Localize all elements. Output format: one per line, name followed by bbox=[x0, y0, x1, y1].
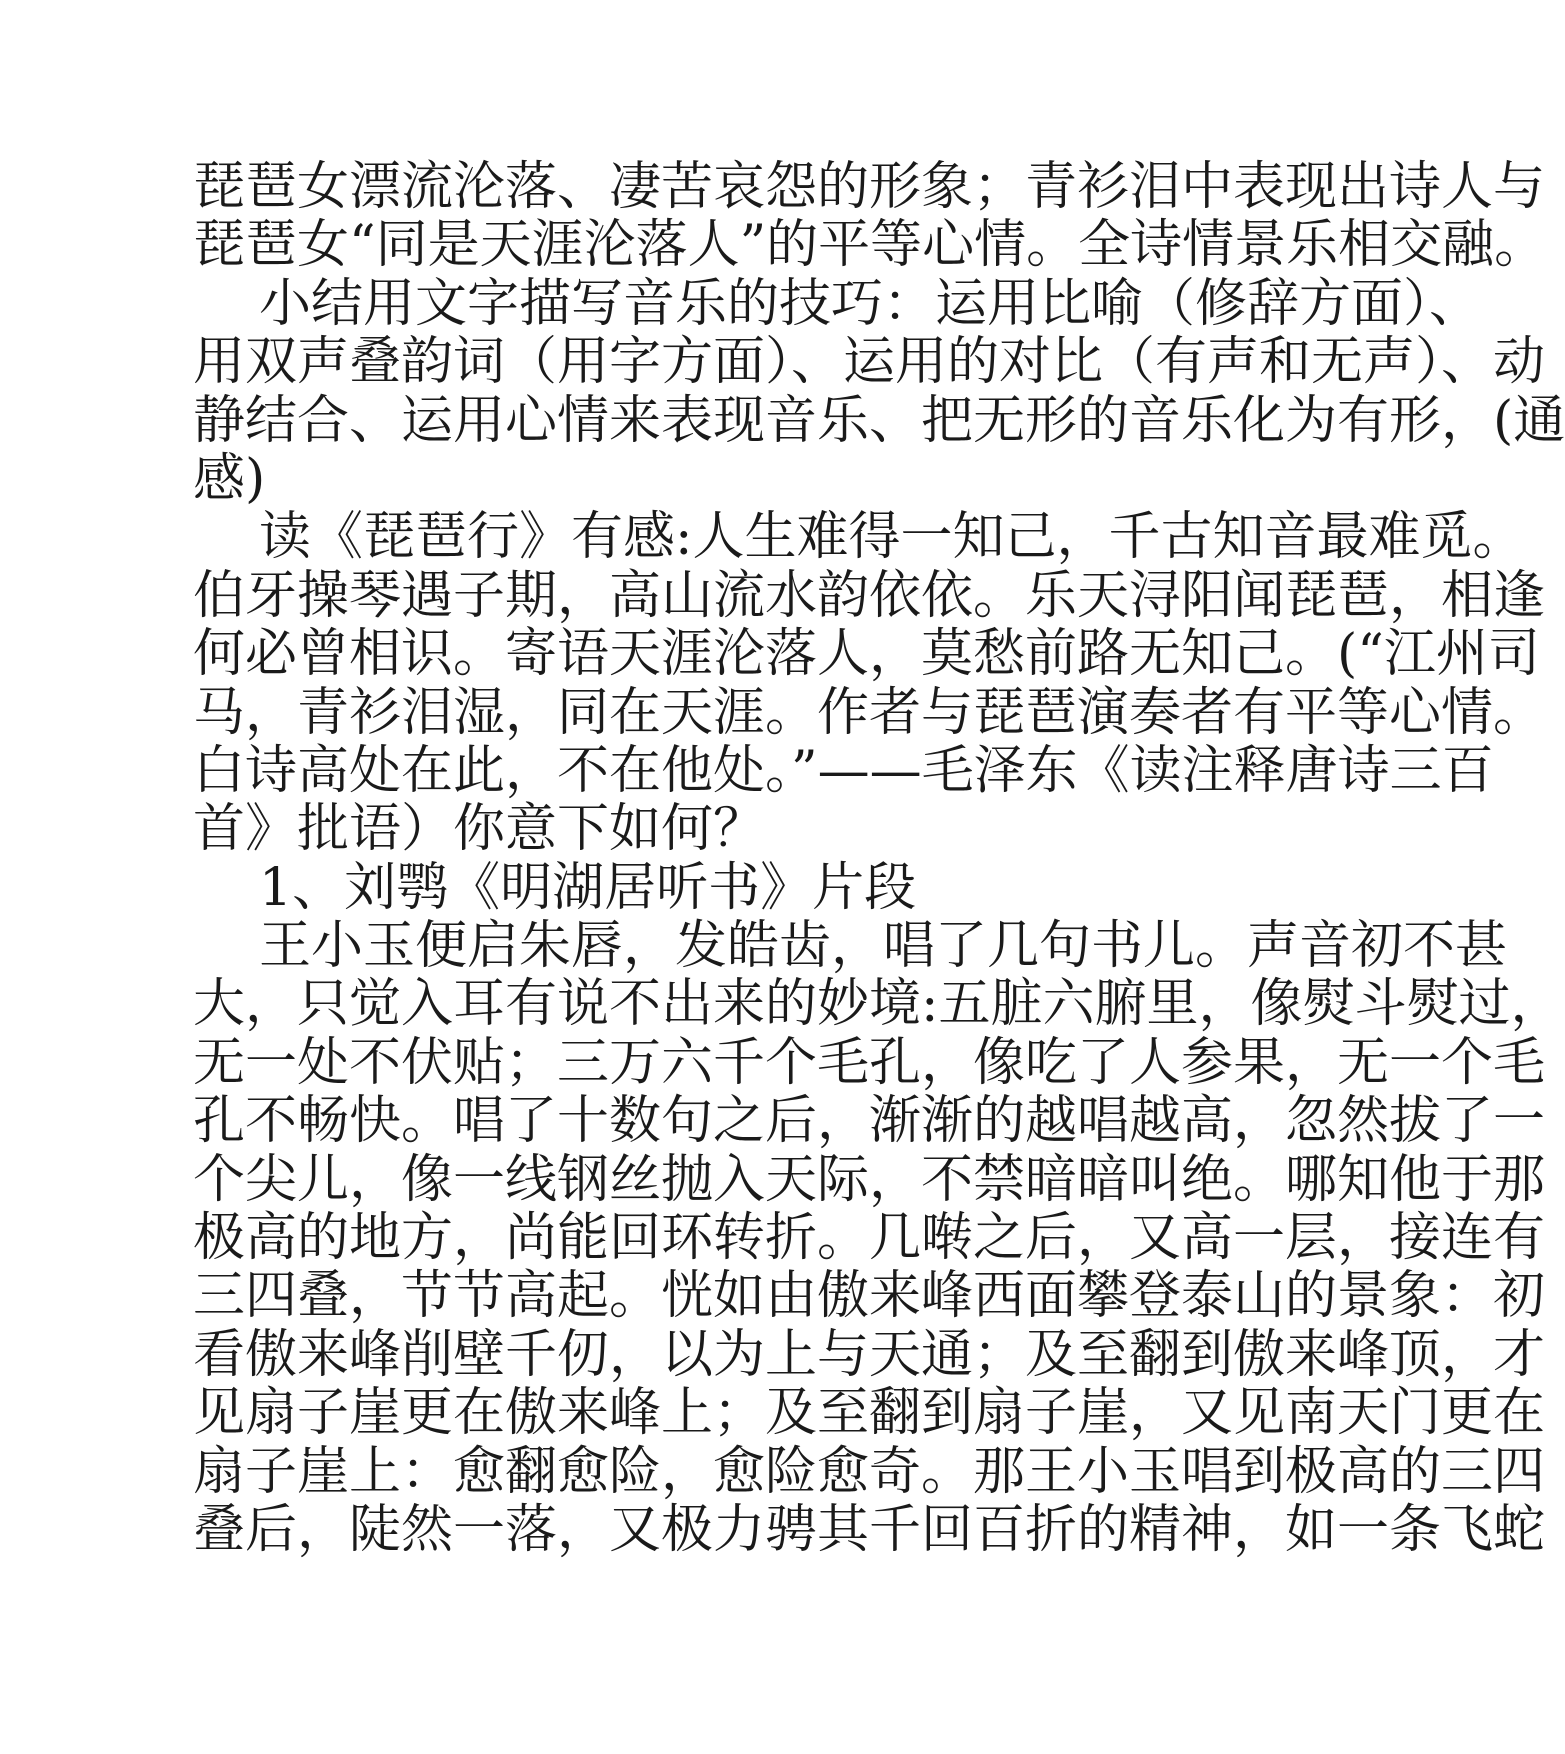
body-text bbox=[193, 157, 1565, 1560]
text-line: 静结合、运用心情来表现音乐、把无形的音乐化为有形，(通 bbox=[193, 390, 1565, 451]
text-line: 琵琶女“同是天涯沦落人”的平等心情。全诗情景乐相交融。 bbox=[193, 215, 1547, 276]
text-line: 感) bbox=[193, 448, 266, 509]
text-line: 大，只觉入耳有说不出来的妙境:五脏六腑里，像熨斗熨过， bbox=[193, 974, 1563, 1035]
text-line: 伯牙操琴遇子期，高山流水韵依依。乐天浔阳闻琵琶，相逢 bbox=[193, 565, 1546, 626]
text-line: 首》批语）你意下如何？ bbox=[193, 799, 766, 860]
section-heading: 1、刘鹗《明湖居听书》片段 bbox=[259, 857, 917, 918]
text-line: 见扇子崖更在傲来峰上；及至翻到扇子崖，又见南天门更在 bbox=[193, 1383, 1546, 1444]
text-line: 孔不畅快。唱了十数句之后，渐渐的越唱越高，忽然拔了一 bbox=[193, 1091, 1546, 1152]
text-line: 何必曾相识。寄语天涯沦落人，莫愁前路无知己。(“江州司 bbox=[193, 624, 1540, 685]
paragraph-first-line: 读《琵琶行》有感:人生难得一知己，千古知音最难觅。 bbox=[259, 507, 1525, 568]
text-line: 叠后，陡然一落，又极力骋其千回百折的精神，如一条飞蛇 bbox=[193, 1499, 1546, 1560]
text-line: 用双声叠韵词（用字方面）、运用的对比（有声和无声）、动 bbox=[193, 332, 1546, 393]
text-line: 个尖儿，像一线钢丝抛入天际，不禁暗暗叫绝。哪知他于那 bbox=[193, 1149, 1546, 1210]
text-line: 三四叠，节节高起。恍如由傲来峰西面攀登泰山的景象：初 bbox=[193, 1266, 1546, 1327]
text-line: 白诗高处在此，不在他处。”——毛泽东《读注释唐诗三百 bbox=[193, 740, 1494, 801]
text-line: 马，青衫泪湿，同在天涯。作者与琵琶演奏者有平等心情。 bbox=[193, 682, 1546, 743]
text-line: 琵琶女漂流沦落、凄苦哀怨的形象；青衫泪中表现出诗人与 bbox=[193, 157, 1546, 217]
text-line: 无一处不伏贴；三万六千个毛孔，像吃了人参果，无一个毛 bbox=[193, 1032, 1546, 1093]
paragraph-first-line: 小结用文字描写音乐的技巧：运用比喻（修辞方面）、 bbox=[259, 273, 1482, 334]
paragraph-first-line: 王小玉便启朱唇，发皓齿，唱了几句书儿。声音初不甚 bbox=[259, 916, 1508, 977]
text-line: 扇子崖上：愈翻愈险，愈险愈奇。那王小玉唱到极高的三四 bbox=[193, 1441, 1546, 1502]
text-line: 看傲来峰削壁千仞，以为上与天通；及至翻到傲来峰顶，才 bbox=[193, 1324, 1546, 1385]
text-line: 极高的地方，尚能回环转折。几啭之后，又高一层，接连有 bbox=[193, 1208, 1546, 1269]
